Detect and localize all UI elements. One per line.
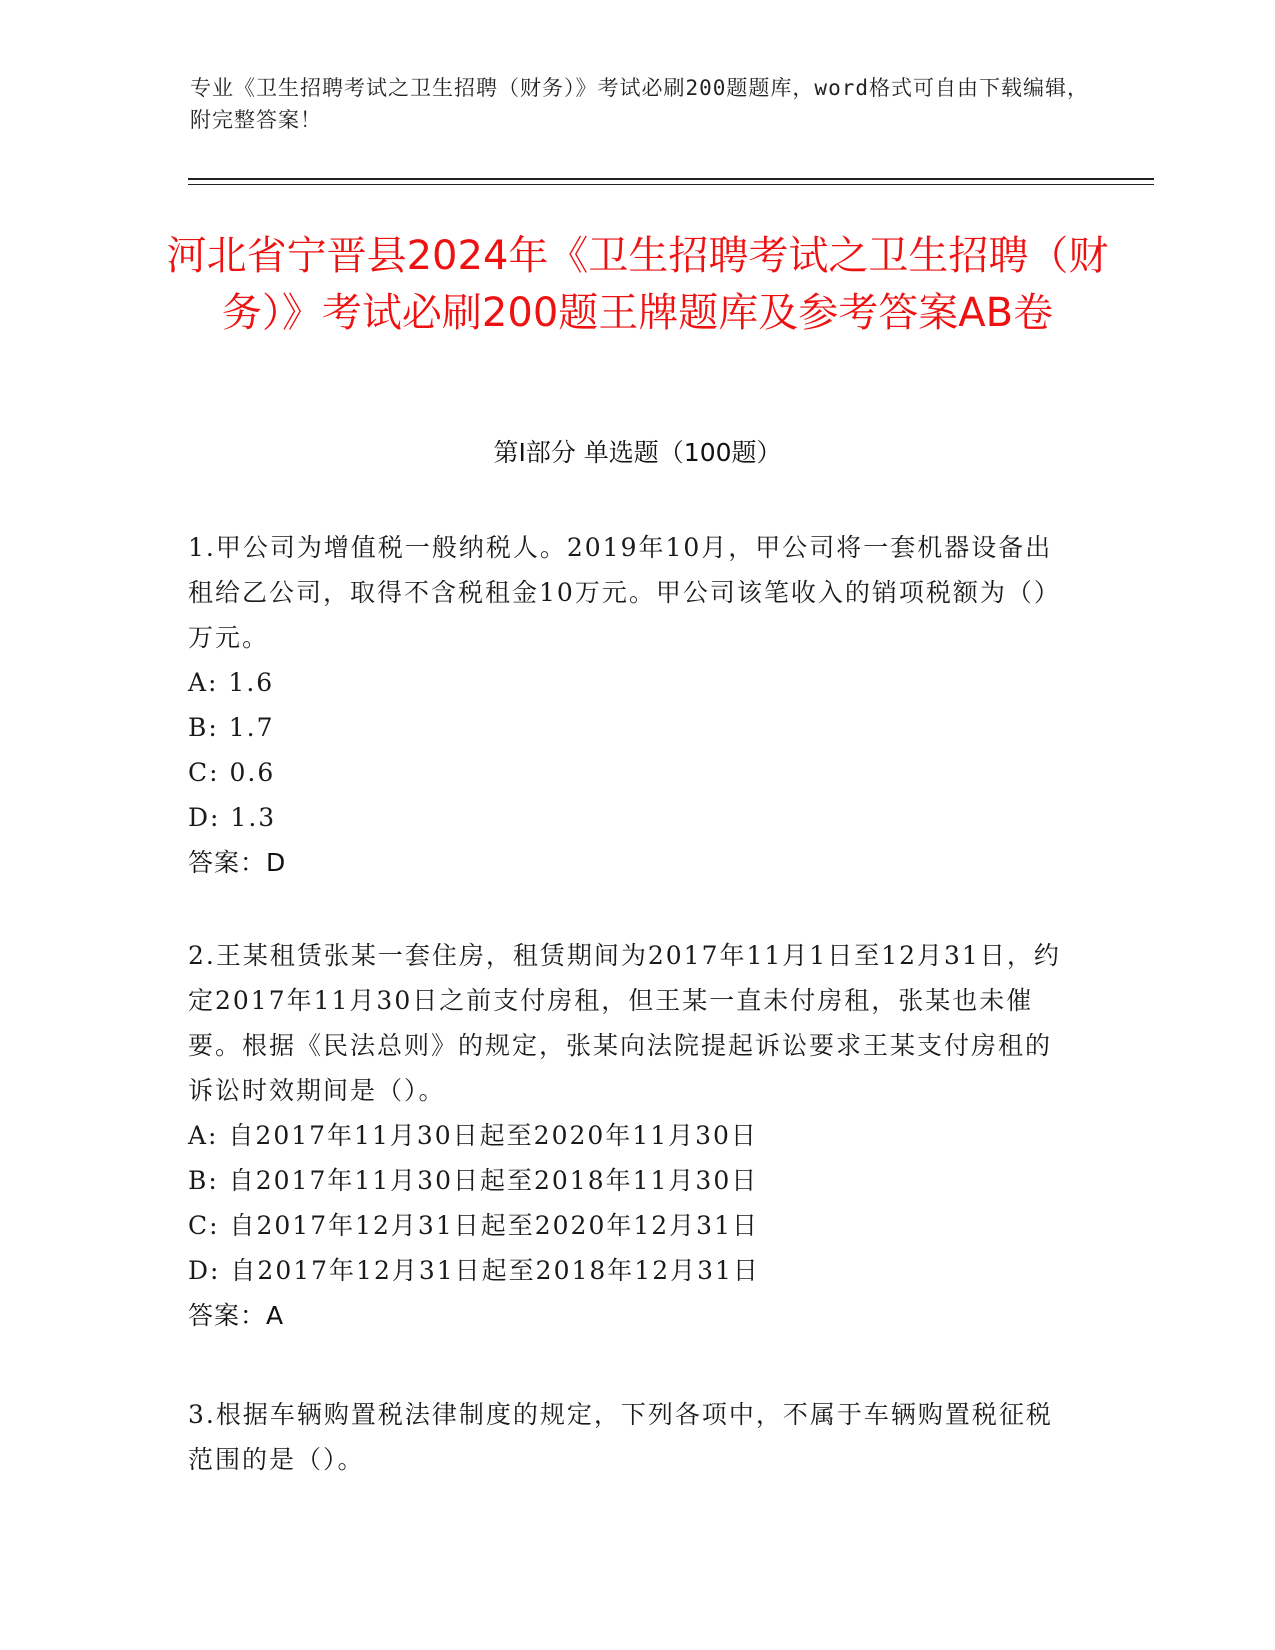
question-3 bbox=[188, 1392, 1068, 1482]
question-text: 3.根据车辆购置税法律制度的规定，下列各项中，不属于车辆购置税征税范围的是（）。 bbox=[188, 1400, 1053, 1474]
document-title: 河北省宁晋县2024年《卫生招聘考试之卫生招聘（财务）》考试必刷200题王牌题库及参考答案AB卷 bbox=[166, 233, 1109, 336]
option-a: A: 自2017年11月30日起至2020年11月30日 bbox=[188, 1121, 758, 1150]
header-divider-thin bbox=[188, 184, 1154, 185]
question-text: 2.王某租赁张某一套住房，租赁期间为2017年11月1日至12月31日，约定2017年11月30日之前支付房租，但王某一直未付房租，张某也未催要。根据《民法总则》的规定，张某向法院提起诉讼要求王某支付房租的诉讼时效期间是（）。 bbox=[188, 941, 1061, 1105]
section-title: 第Ⅰ部分 单选题（100题） bbox=[493, 438, 782, 467]
header-note: 专业《卫生招聘考试之卫生招聘（财务）》考试必刷200题题库，word格式可自由下载编辑，附完整答案！ bbox=[190, 76, 1089, 132]
header-divider-thick bbox=[188, 178, 1154, 180]
answer-line: 答案：D bbox=[188, 848, 287, 877]
option-d: D: 1.3 bbox=[188, 803, 277, 832]
option-b: B: 1.7 bbox=[188, 713, 275, 742]
option-b: B: 自2017年11月30日起至2018年11月30日 bbox=[188, 1166, 759, 1195]
option-c: C: 自2017年12月31日起至2020年12月31日 bbox=[188, 1211, 759, 1240]
option-c: C: 0.6 bbox=[188, 758, 276, 787]
option-a: A: 1.6 bbox=[188, 668, 275, 697]
answer-line: 答案：A bbox=[188, 1301, 285, 1330]
option-d: D: 自2017年12月31日起至2018年12月31日 bbox=[188, 1256, 760, 1285]
question-text: 1.甲公司为增值税一般纳税人。2019年10月，甲公司将一套机器设备出租给乙公司，取得不含税租金10万元。甲公司该笔收入的销项税额为（）万元。 bbox=[188, 533, 1061, 652]
question-1 bbox=[188, 525, 1068, 885]
question-2 bbox=[188, 933, 1068, 1338]
